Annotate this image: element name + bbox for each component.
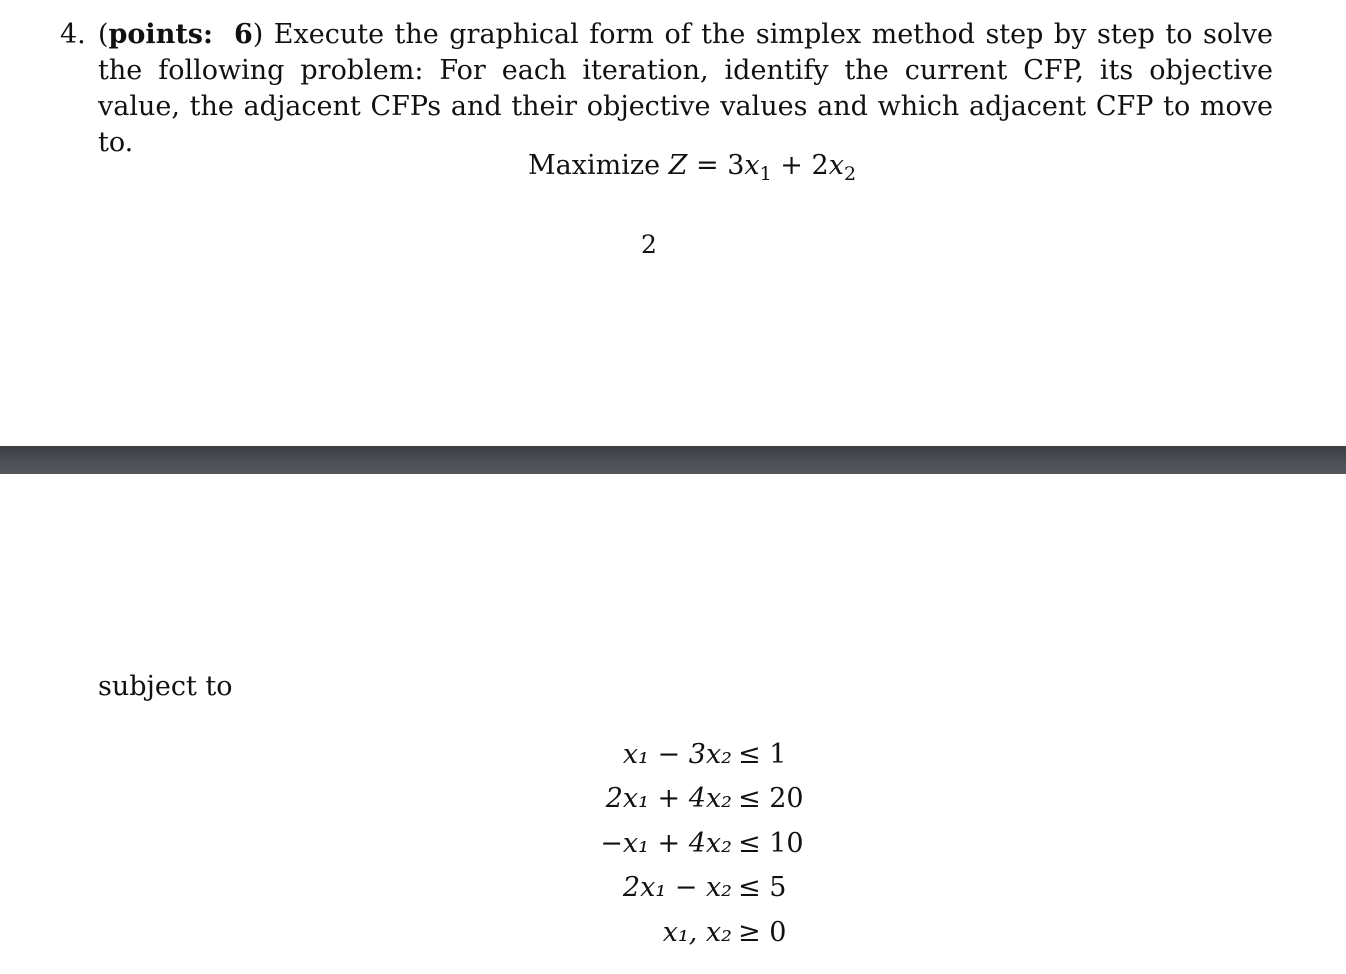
page-divider-bar xyxy=(0,446,1346,474)
objective-equals: = xyxy=(687,150,728,181)
objective-coef2: 2 xyxy=(811,150,829,181)
page-number: 2 xyxy=(641,230,657,259)
constraint-lhs: 2x₁ + 4x₂ xyxy=(605,783,732,815)
constraint-lhs: −x₁ + 4x₂ xyxy=(600,827,732,859)
points-open-paren: ( xyxy=(98,19,109,50)
constraint-row xyxy=(560,777,820,822)
problem-number: 4. xyxy=(60,19,86,50)
constraint-rhs: ≤ 1 xyxy=(738,738,787,770)
problem-statement xyxy=(98,17,1273,161)
constraint-rhs: ≤ 5 xyxy=(738,872,787,904)
constraint-row xyxy=(560,866,820,911)
objective-variable: Z xyxy=(668,150,688,181)
problem-text: Execute the graphical form of the simplex method step by step to solve the following problem: For each iteration, identify the current CFP, its objective value, the adjacent CFPs and their objective values and which adjacent CFP to move to. xyxy=(98,19,1273,158)
points-close-paren: ) xyxy=(252,19,264,50)
constraint-row xyxy=(560,821,820,866)
constraint-row xyxy=(560,732,820,777)
constraint-rhs: ≤ 10 xyxy=(738,827,804,859)
constraint-row xyxy=(560,910,820,955)
objective-sub1: 1 xyxy=(759,163,772,185)
constraint-lhs: x₁, x₂ xyxy=(662,916,732,948)
constraint-lhs: x₁ − 3x₂ xyxy=(622,738,732,770)
objective-function xyxy=(528,148,856,186)
objective-plus: + xyxy=(771,150,812,181)
constraint-rhs: ≥ 0 xyxy=(738,916,787,948)
constraints-list xyxy=(560,732,820,955)
document-page-top xyxy=(0,0,1346,446)
constraint-rhs: ≤ 20 xyxy=(738,783,804,815)
objective-var2: x xyxy=(828,150,844,181)
objective-var1: x xyxy=(744,150,760,181)
objective-sub2: 2 xyxy=(843,163,857,185)
points-value: 6 xyxy=(233,19,253,50)
subject-to-label: subject to xyxy=(98,671,233,702)
objective-coef1: 3 xyxy=(727,150,745,181)
points-label: points: xyxy=(108,19,213,50)
constraint-lhs: 2x₁ − x₂ xyxy=(622,872,732,904)
objective-label: Maximize xyxy=(528,150,661,181)
